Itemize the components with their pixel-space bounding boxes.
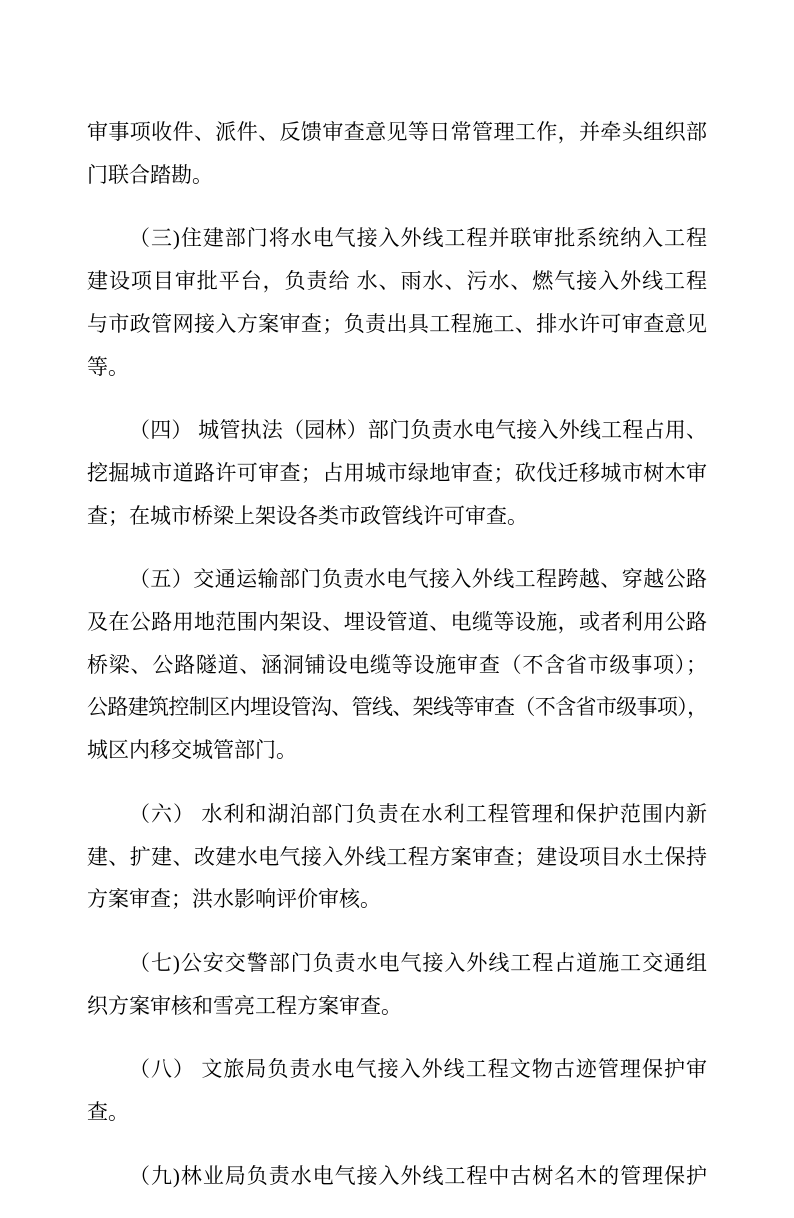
- text-line: 织方案审核和雪亮工程方案审查。: [87, 993, 402, 1018]
- text-line: （四） 城管执法（园林）部门负责水电气接入外线工程占用、: [129, 418, 707, 443]
- text-line: 门联合踏勘。: [87, 162, 213, 187]
- text-line: （五）交通运输部门负责水电气接入外线工程跨越、穿越公路: [129, 567, 707, 592]
- text-line: （九)林业局负责水电气接入外线工程中古树名木的管理保护: [129, 1163, 707, 1188]
- text-line: 查；在城市桥梁上架设各类市政管线许可审查。: [87, 503, 528, 528]
- text-line: （八） 文旅局负责水电气接入外线工程文物古迹管理保护审: [129, 1057, 707, 1082]
- text-line: 方案审查；洪水影响评价审核。: [87, 887, 381, 912]
- text-line: 挖掘城市道路许可审查；占用城市绿地审查；砍伐迁移城市树木审: [87, 460, 707, 485]
- text-line: 建设项目审批平台，负责给 水、雨水、污水、燃气接入外线工程: [87, 269, 707, 294]
- text-line: 及在公路用地范围内架设、埋设管道、电缆等设施，或者利用公路: [87, 610, 707, 635]
- text-line: 城区内移交城管部门。: [87, 738, 297, 763]
- text-line: 等。: [87, 354, 129, 379]
- text-line: （七)公安交警部门负责水电气接入外线工程占道施工交通组: [129, 950, 707, 975]
- text-line: 公路建筑控制区内埋设管沟、管线、架线等审查（不含省市级事项），: [87, 695, 707, 720]
- text-line: 查。: [87, 1100, 129, 1125]
- text-line: 桥梁、公路隧道、涵洞铺设电缆等设施审查（不含省市级事项）；: [87, 652, 707, 677]
- text-line: 审事项收件、派件、反馈审查意见等日常管理工作，并牵头组织部: [87, 120, 707, 144]
- text-line: 与市政管网接入方案审查；负责出具工程施工、排水许可审查意见: [87, 311, 707, 336]
- text-line: （六） 水利和湖泊部门负责在水利工程管理和保护范围内新: [129, 801, 707, 826]
- document-body: [87, 111, 707, 1218]
- text-line: （三)住建部门将水电气接入外线工程并联审批系统纳入工程: [129, 226, 707, 251]
- text-line: 建、扩建、改建水电气接入外线工程方案审查；建设项目水土保持: [87, 844, 707, 869]
